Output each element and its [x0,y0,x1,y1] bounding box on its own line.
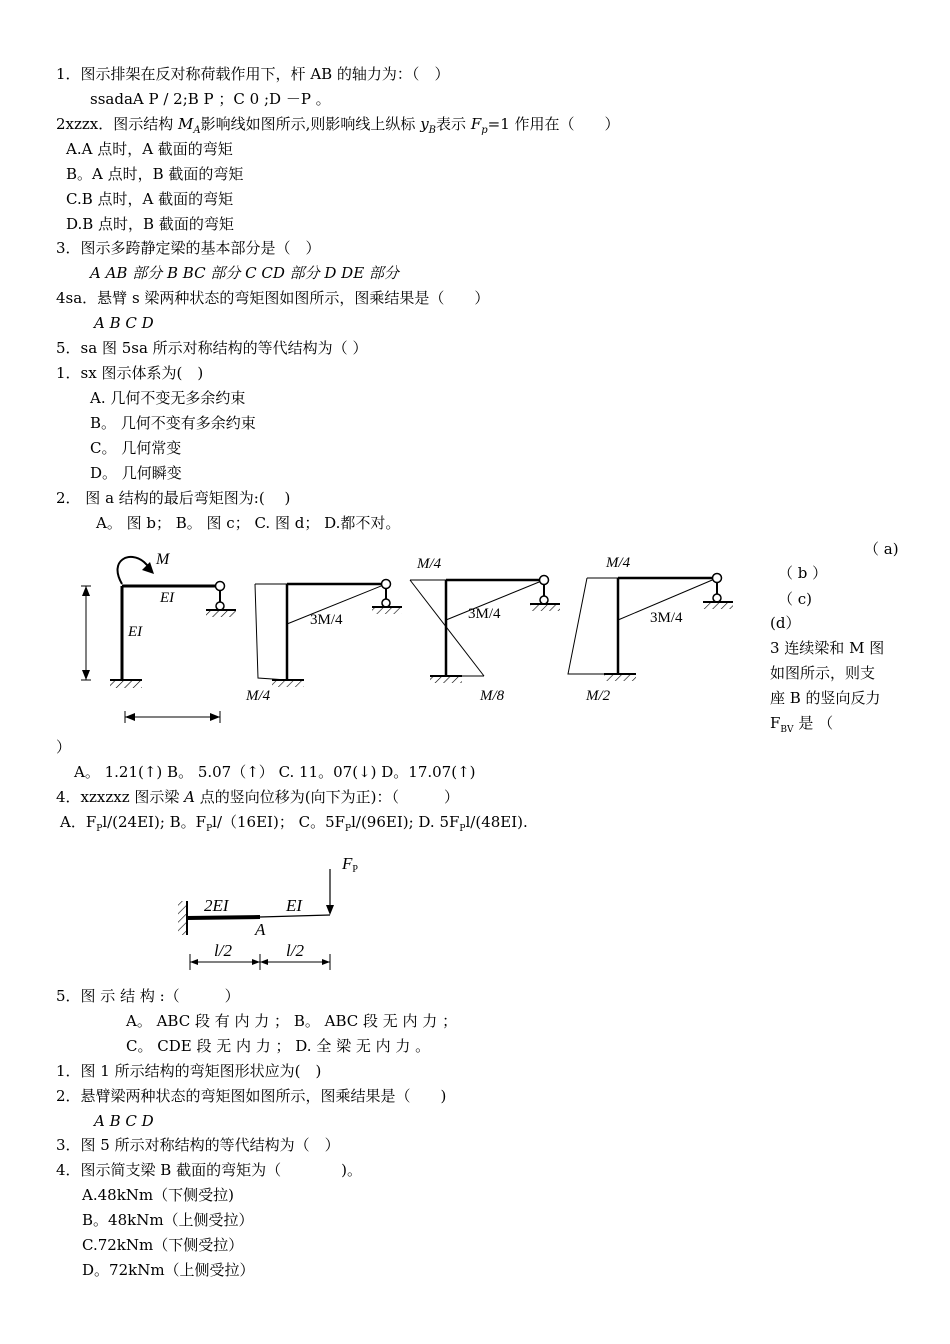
fp-label: FP [342,854,358,875]
b-m4-label: M/4 [246,688,271,704]
ei-beam-label: EI [160,590,175,606]
q1b-text: 1．sx 图示体系为( ) [56,364,204,382]
q1-options: ssadaA P / 2;B P ；C 0 ;D －P 。 [90,90,331,108]
q3-options: A AB 部分 B BC 部分 C CD 部分 D DE 部分 [90,264,399,282]
side-q3-line1: 3 连续梁和 M 图 [770,639,885,657]
c-m4-label: M/4 [417,556,442,572]
q2c-options: A B C D [94,1112,154,1130]
side-label-b: （ b ） [778,564,828,582]
q5b-text: 5．图 示 结 构 :（ ） [56,987,240,1005]
q1c-text: 1．图 1 所示结构的弯矩图形状应为( ) [56,1062,322,1080]
figure-b-moment-diagram [245,580,402,705]
side-label-a: （ a) [864,540,899,558]
dim-left-label: l/2 [214,941,232,960]
q1-text: 1．图示排架在反对称荷载作用下，杆 AB 的轴力为：（ ） [56,65,450,83]
q5b-options-ab: A。 ABC 段 有 内 力 ； B。 ABC 段 无 内 力 ； [126,1012,458,1030]
q4c-option-d: D。72kNm（上侧受拉） [82,1261,255,1279]
figure-d-moment-diagram [568,555,733,704]
side-q3-line3: 座 B 的竖向反力 [770,689,881,707]
q4-text: 4sa．悬臂 s 梁两种状态的弯矩图如图所示，图乘结果是（ ） [56,289,490,307]
q5b-options-cd: C。 CDE 段 无 内 力 ； D. 全 梁 无 内 力 。 [126,1037,431,1055]
q2-text: 2xzzx．图示结构 $M_A$影响线如图所示,则影响线上纵标 $y_B$表示 $F_p=1$ 作用在（ ） [56,115,620,136]
q1b-option-b: B。 几何不变有多余约束 [90,414,256,432]
b-3m4-label: 3M/4 [310,612,343,628]
q2-option-d: D.B 点时，B 截面的弯矩 [66,215,234,233]
q1b-option-a: A. 几何不变无多余约束 [90,389,246,407]
q4c-option-b: B。48kNm（上侧受拉） [82,1211,254,1229]
q5-text: 5．sa 图 5sa 所示对称结构的等代结构为（ ） [56,339,368,357]
q1b-option-c: C。 几何常变 [90,439,182,457]
closing-paren: ） [56,738,72,756]
q4c-option-c: C.72kNm（下侧受拉） [82,1236,244,1254]
q4-options: A B C D [94,314,154,332]
d-3m4-label: 3M/4 [650,610,683,626]
q2-option-a: A.A 点时，A 截面的弯矩 [66,140,233,158]
side-q3-line4: $F_{BV}$ 是 （ [770,714,834,735]
q4c-option-a: A.48kNm（下侧受拉) [82,1186,234,1204]
d-m4-label: M/4 [606,555,631,571]
q3-text: 3．图示多跨静定梁的基本部分是（ ） [56,239,321,257]
q3c-text: 3．图 5 所示对称结构的等代结构为（ ） [56,1136,340,1154]
q4c-text: 4．图示简支梁 B 截面的弯矩为（ )。 [56,1161,362,1179]
figure-a-structure [81,551,236,723]
cantilever-figure [170,845,390,975]
q2b-options: A。 图 b； B。 图 c； C. 图 d； D.都不对。 [96,514,401,532]
c-3m4-label: 3M/4 [468,606,501,622]
dim-right-label: l/2 [286,941,304,960]
q3b-options: A。 1.21(↑) B。 5.07（↑） C. 11。07(↓) D。17.07(↑) [74,763,476,781]
figure-c-moment-diagram [410,556,560,704]
d-m2-label: M/2 [586,688,611,704]
q4b-options: A．$F_Pl/(24EI)$; B。$F_Pl/(16EI)$； C。$5F_Pl/(96EI)$; D. $5F_Pl/(48EI)$. [60,813,528,834]
2ei-label: 2EI [204,896,229,915]
q2-option-b: B。A 点时，B 截面的弯矩 [66,165,244,183]
q4b-text: 4．xzxzxz 图示梁 A 点的竖向位移为(向下为正)：（ ） [56,788,459,806]
side-q3-line2: 如图所示，则支 [770,664,876,682]
q2c-text: 2．悬臂梁两种状态的弯矩图如图所示，图乘结果是（ ) [56,1087,447,1105]
moment-label: M [156,551,170,568]
point-a-label: A [255,920,266,939]
ei-label: EI [286,896,303,915]
ei-column-label: EI [128,624,143,640]
side-label-d: (d） [770,614,801,632]
q2-option-c: C.B 点时，A 截面的弯矩 [66,190,234,208]
frame-moment-figures [60,540,760,740]
side-label-c: （ c) [778,590,813,608]
q2b-text: 2． 图 a 结构的最后弯矩图为:( ) [56,489,291,507]
q1b-option-d: D。 几何瞬变 [90,464,182,482]
c-m8-label: M/8 [480,688,505,704]
